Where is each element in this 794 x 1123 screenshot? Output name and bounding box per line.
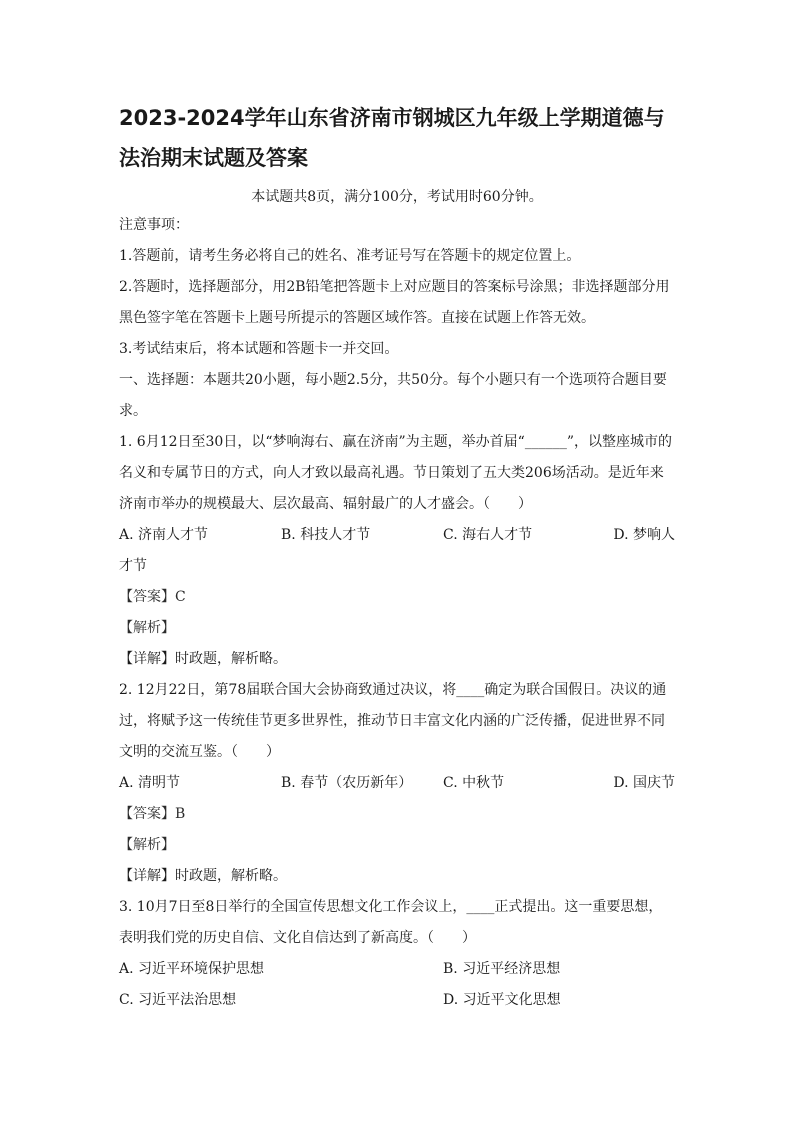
- analysis-label: 【解析】: [119, 620, 175, 636]
- question-stem: 2. 12月22日，第78届联合国大会协商致通过决议，将____确定为联合国假日。决议的通过，将赋予这一传统佳节更多世界性，推动节日丰富文化内涵的广泛传播，促进世界不同文明的交流互鉴。（ ）: [119, 682, 667, 760]
- document-content: [119, 98, 675, 1016]
- analysis-label: 【解析】: [119, 837, 175, 853]
- section-heading: 一、选择题：本题共20小题，每小题2.5分，共50分。每个小题只有一个选项符合题目要求。: [119, 372, 667, 419]
- answer-label: 【答案】C: [119, 589, 186, 605]
- option-d: D. 国庆节: [613, 775, 675, 791]
- option-a: A. 清明节: [119, 775, 181, 791]
- question-options: [119, 954, 675, 1016]
- note-item: 3.考试结束后，将本试题和答题卡一并交回。: [119, 341, 399, 357]
- option-c: C. 中秋节: [443, 775, 505, 791]
- note-item: 2.答题时，选择题部分，用2B铅笔把答题卡上对应题目的答案标号涂黑；非选择题部分用黑色签字笔在答题卡上题号所提示的答题区域作答。直接在试题上作答无效。: [119, 279, 670, 326]
- question-stem: 3. 10月7日至8日举行的全国宣传思想文化工作会议上，____正式提出。这一重要思想，表明我们党的历史自信、文化自信达到了新高度。（ ）: [119, 899, 663, 946]
- answer-label: 【答案】B: [119, 806, 186, 822]
- exam-info: 本试题共8页，满分100分，考试用时60分钟。: [251, 189, 543, 205]
- option-d: D. 梦响人: [613, 527, 675, 543]
- question-options: [119, 768, 675, 799]
- option-b: B. 春节（农历新年）: [281, 775, 413, 791]
- option-c: C. 习近平法治思想: [119, 992, 237, 1008]
- notes-heading: 注意事项：: [119, 217, 189, 233]
- question-3: [119, 892, 675, 1016]
- question-options: [119, 520, 675, 551]
- option-a: A. 济南人才节: [119, 527, 209, 543]
- option-b: B. 科技人才节: [281, 527, 371, 543]
- detail-text: 【详解】时政题，解析略。: [119, 651, 287, 667]
- option-d-continuation: 才节: [119, 558, 147, 574]
- document-title: 2023-2024学年山东省济南市钢城区九年级上学期道德与法治期末试题及答案: [119, 106, 665, 170]
- option-b: B. 习近平经济思想: [443, 961, 561, 977]
- detail-text: 【详解】时政题，解析略。: [119, 868, 287, 884]
- note-item: 1.答题前，请考生务必将自己的姓名、准考证号写在答题卡的规定位置上。: [119, 248, 581, 264]
- option-d: D. 习近平文化思想: [443, 992, 561, 1008]
- question-2: [119, 675, 675, 892]
- question-1: [119, 427, 675, 675]
- option-c: C. 海右人才节: [443, 527, 533, 543]
- question-stem: 1. 6月12日至30日，以“梦响海右、赢在济南”为主题，举办首届“______”，以整座城市的名义和专属节日的方式，向人才致以最高礼遇。节日策划了五大类206场活动。是近年来济南市举办的规模最大、层次最高、辐射最广的人才盛会。（ ）: [119, 434, 672, 512]
- option-a: A. 习近平环境保护思想: [119, 961, 265, 977]
